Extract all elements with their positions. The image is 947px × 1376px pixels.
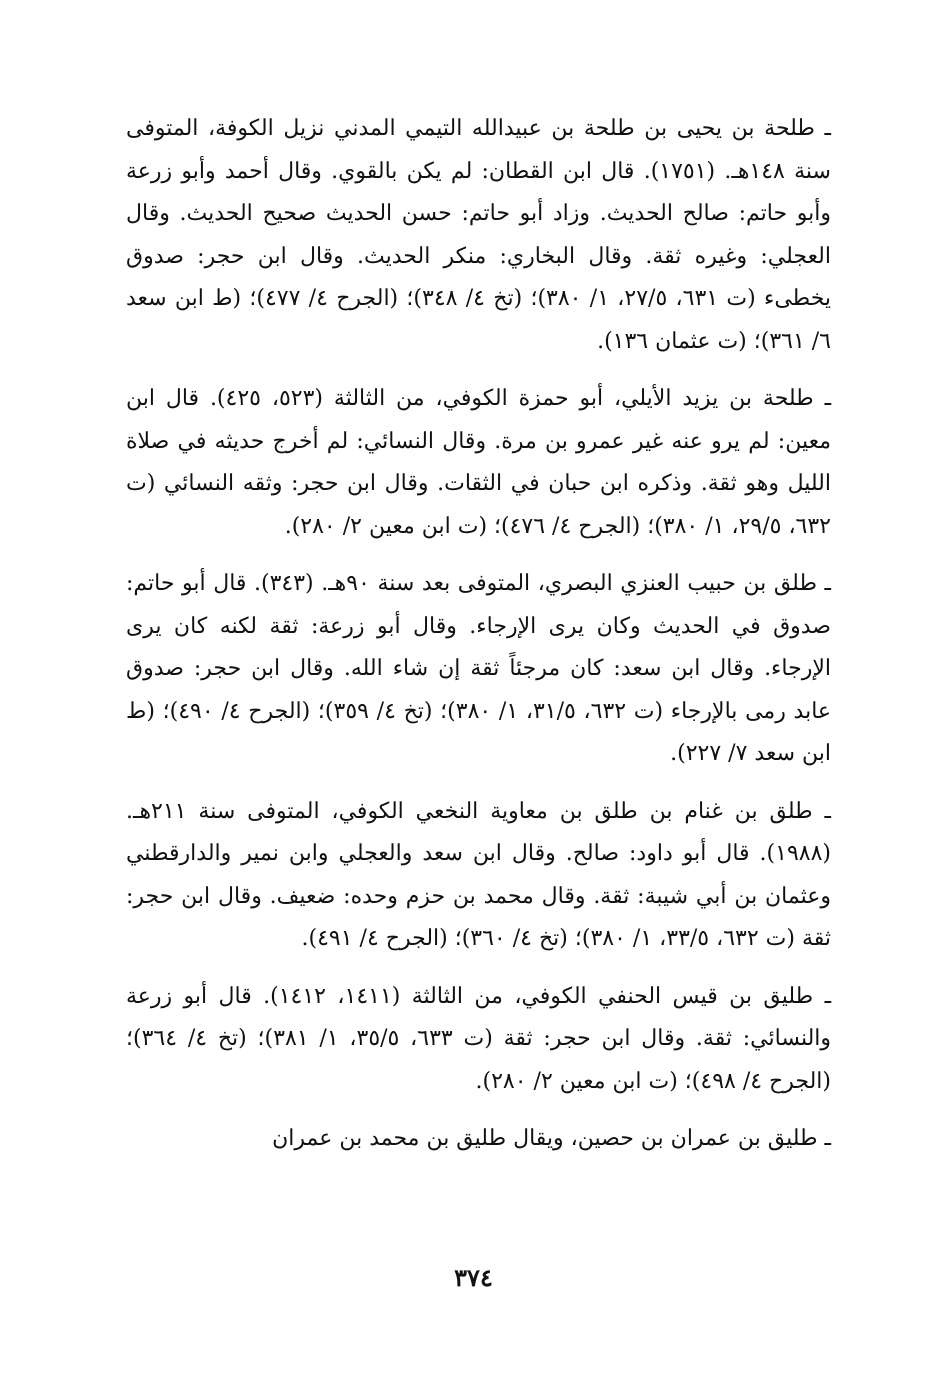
page-number: ٣٧٤ (454, 1263, 493, 1292)
narrator-entry-talq-bin-ghannam: ـ طلق بن غنام بن طلق بن معاوية النخعي الكوفي، المتوفى سنة ٢١١هـ. (١٩٨٨). قال أبو داود: صالح. وقال ابن سعد والعجلي وابن نمير والدارقطني وعثمان بن أبي شيبة: ثقة. وقال محمد بن حزم وحده: ضعيف. وقال ابن حجر: ثقة (ت ٦٣٢، ٣٣/٥، ١/ ٣٨٠)؛ (تخ ٤/ ٣٦٠)؛ (الجرح ٤/ ٤٩١). (126, 798, 831, 951)
page-body (126, 108, 831, 1161)
narrator-entry-talha-bin-yazid: ـ طلحة بن يزيد الأيلي، أبو حمزة الكوفي، من الثالثة (٥٢٣، ٤٢٥). قال ابن معين: لم يرو عنه غير عمرو بن مرة. وقال النسائي: لم أخرج حديثه في صلاة الليل وهو ثقة. وذكره ابن حبان في الثقات. وقال ابن حجر: وثقه النسائي (ت ٦٣٢، ٢٩/٥، ١/ ٣٨٠)؛ (الجرح ٤/ ٤٧٦)؛ (ت ابن معين ٢/ ٢٨٠). (126, 386, 832, 539)
narrator-entry-talha-bin-yahya: ـ طلحة بن يحيى بن طلحة بن عبيدالله التيمي المدني نزيل الكوفة، المتوفى سنة ١٤٨هـ. (١٧٥١). قال ابن القطان: لم يكن بالقوي. وقال أحمد وأبو زرعة وأبو حاتم: صالح الحديث. وزاد أبو حاتم: حسن الحديث صحيح الحديث. وقال العجلي: وغيره ثقة. وقال البخاري: منكر الحديث. وقال ابن حجر: صدوق يخطىء (ت ٦٣١، ٢٧/٥، ١/ ٣٨٠)؛ (تخ ٤/ ٣٤٨)؛ (الجرح ٤/ ٤٧٧)؛ (ط ابن سعد ٦/ ٣٦١)؛ (ت عثمان ١٣٦). (126, 116, 832, 354)
narrator-entry-taliq-bin-imran: ـ طليق بن عمران بن حصين، ويقال طليق بن محمد بن عمران (272, 1126, 831, 1151)
narrator-entry-taliq-bin-qays: ـ طليق بن قيس الحنفي الكوفي، من الثالثة (١٤١١، ١٤١٢). قال أبو زرعة والنسائي: ثقة. وقال ابن حجر: ثقة (ت ٦٣٣، ٣٥/٥، ١/ ٣٨١)؛ (تخ ٤/ ٣٦٤)؛ (الجرح ٤/ ٤٩٨)؛ (ت ابن معين ٢/ ٢٨٠). (126, 983, 832, 1094)
narrator-entry-talq-bin-habib: ـ طلق بن حبيب العنزي البصري، المتوفى بعد سنة ٩٠هـ. (٣٤٣). قال أبو حاتم: صدوق في الحديث وكان يرى الإرجاء. وقال أبو زرعة: ثقة لكنه كان يرى الإرجاء. وقال ابن سعد: كان مرجئاً ثقة إن شاء الله. وقال ابن حجر: صدوق عابد رمى بالإرجاء (ت ٦٣٢، ٣١/٥، ١/ ٣٨٠)؛ (تخ ٤/ ٣٥٩)؛ (الجرح ٤/ ٤٩٠)؛ (ط ابن سعد ٧/ ٢٢٧). (126, 571, 832, 766)
